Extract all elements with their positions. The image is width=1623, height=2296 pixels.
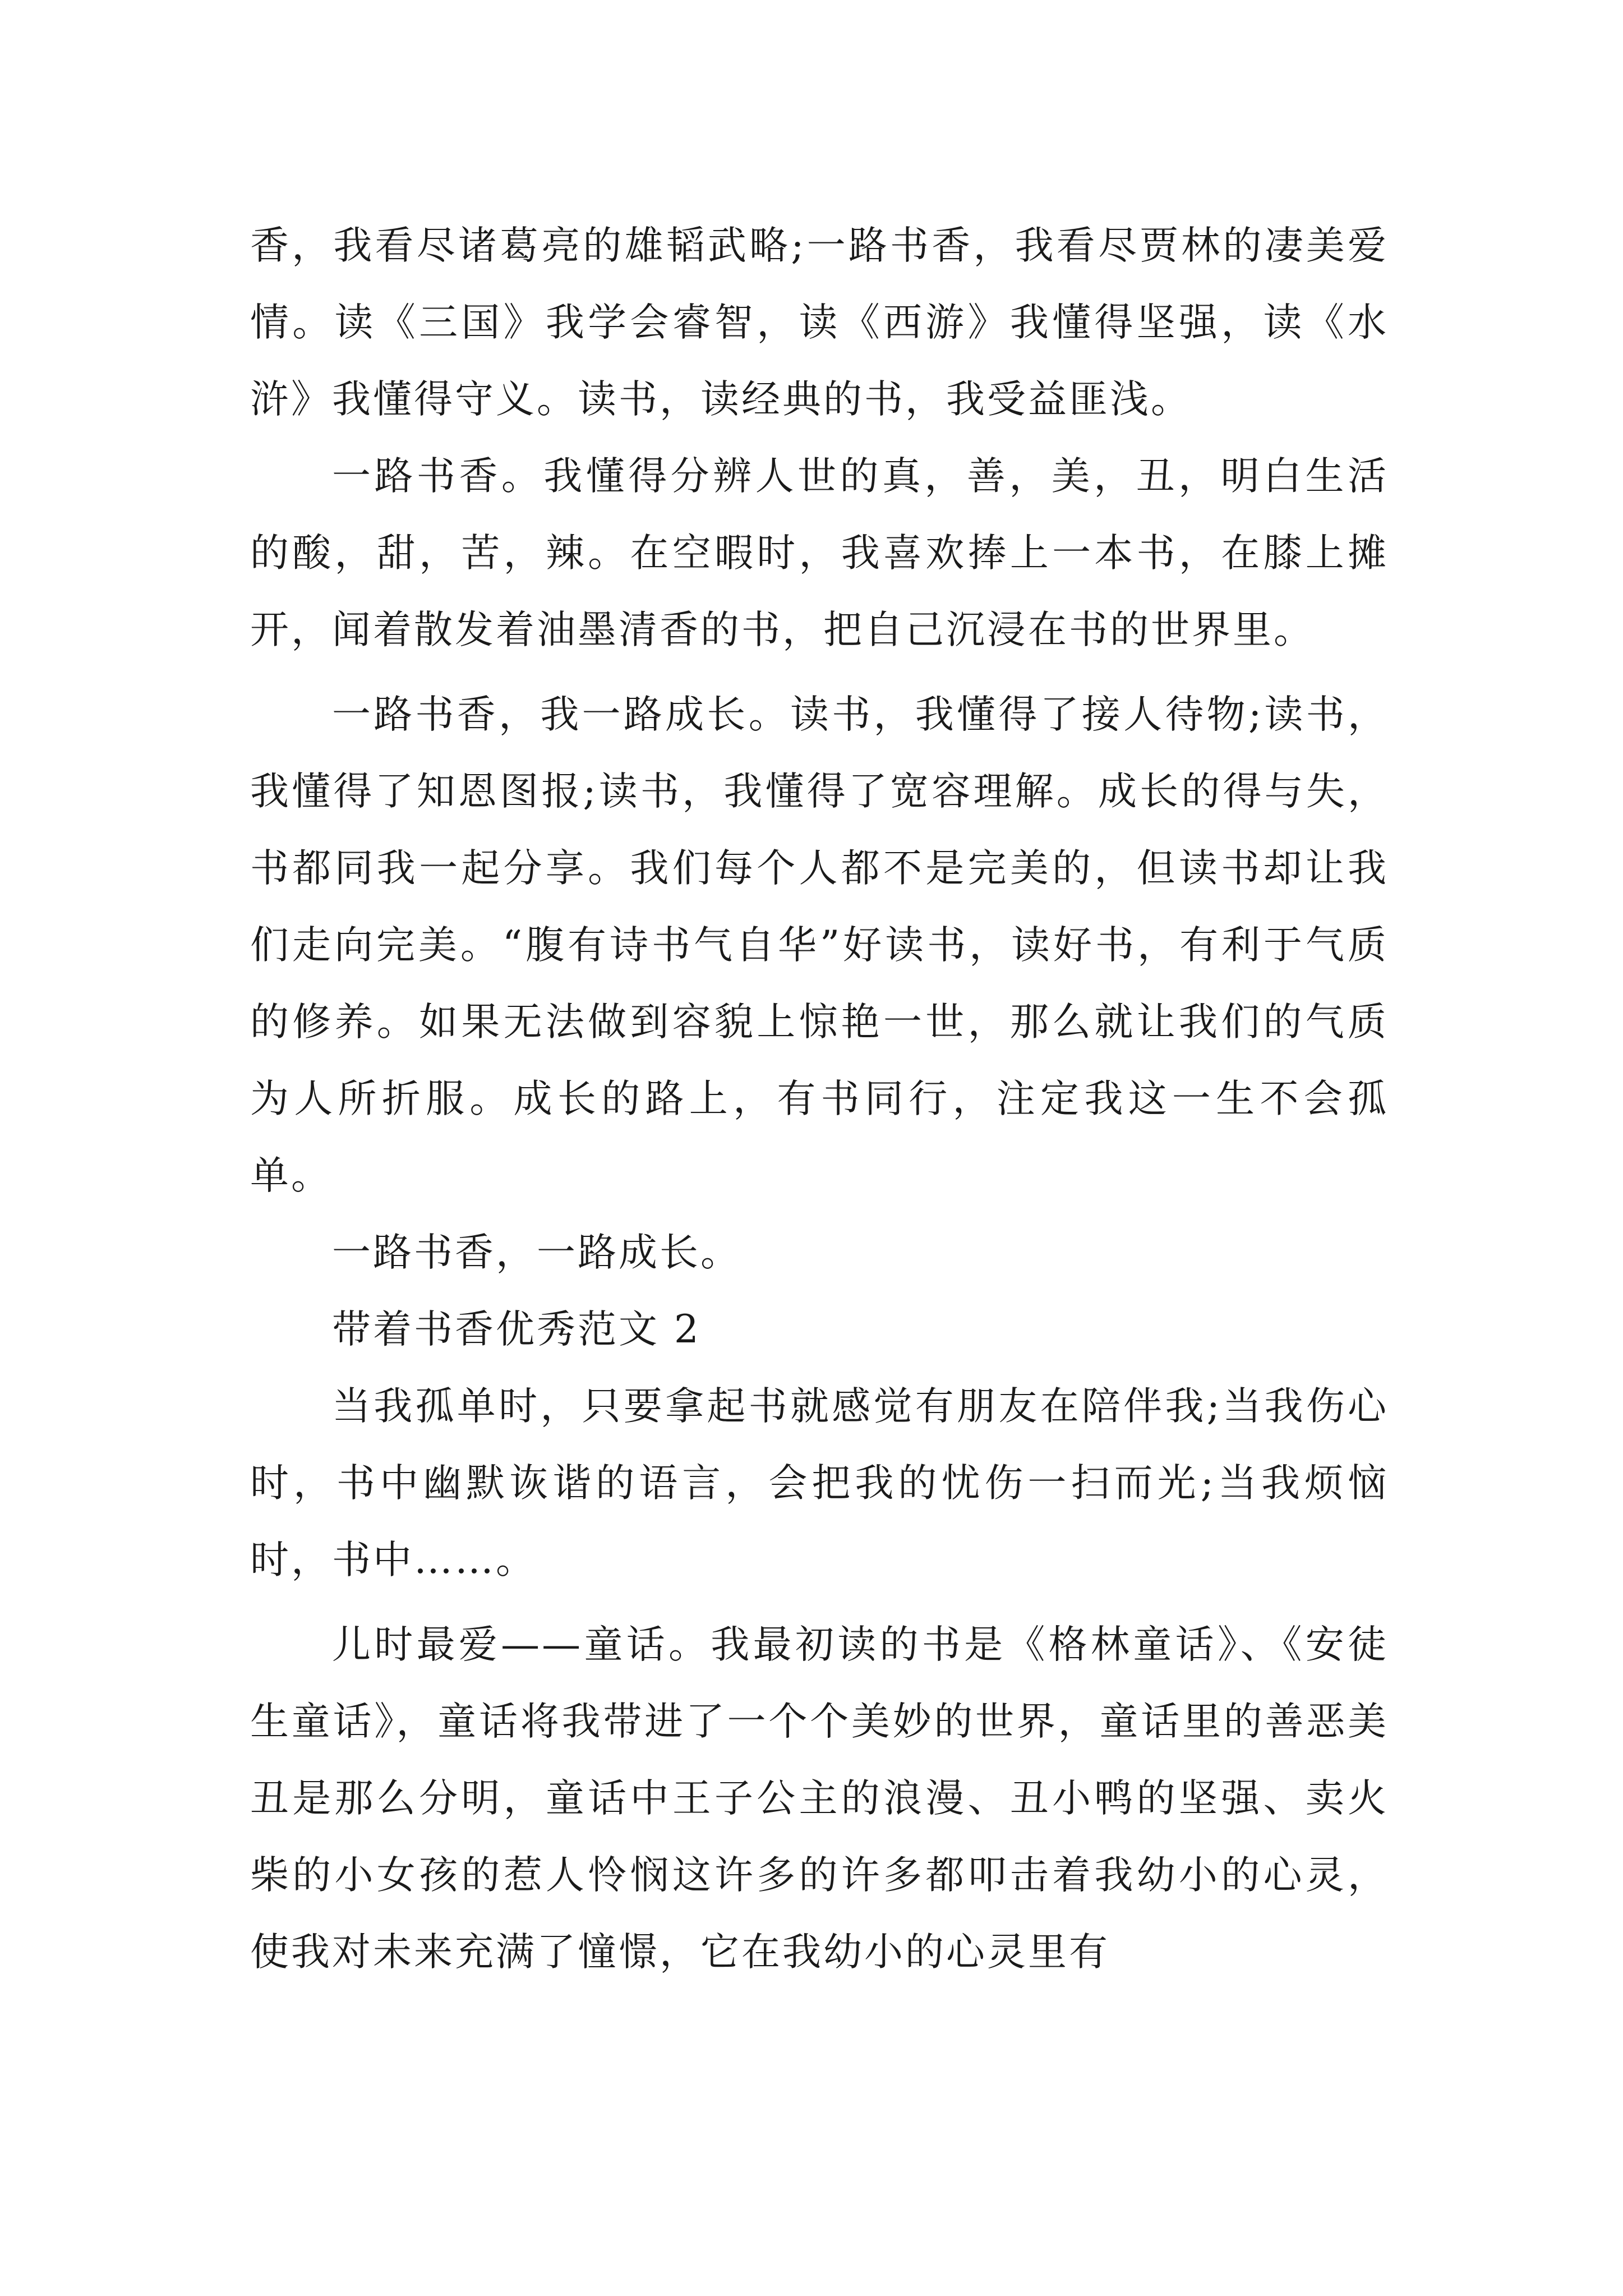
paragraph-book-companion: 当我孤单时，只要拿起书就感觉有朋友在陪伴我;当我伤心时，书中幽默诙谐的语言，会把我的忧伤一扫而光;当我烦恼时，书中……。 (250, 1384, 1389, 1582)
paragraph-continuation: 香，我看尽诸葛亮的雄韬武略;一路书香，我看尽贾林的凄美爱情。读《三国》我学会睿智，读《西游》我懂得坚强，读《水浒》我懂得守义。读书，读经典的书，我受益匪浅。 (250, 223, 1389, 422)
paragraph-closing-line: 一路书香，一路成长。 (332, 1230, 741, 1275)
paragraph-reading-growth: 一路书香，我一路成长。读书，我懂得了接人待物;读书，我懂得了知恩图报;读书，我懂得了宽容理解。成长的得与失，书都同我一起分享。我们每个人都不是完美的，但读书却让我们走向完美。“腹有诗书气自华”好读书，读好书，有利于气质的修养。如果无法做到容貌上惊艳一世，那么就让我们的气质为人所折服。成长的路上，有书同行，注定我这一生不会孤单。 (250, 692, 1389, 1198)
paragraph-fairy-tales: 儿时最爱——童话。我最初读的书是《格林童话》、《安徒生童话》，童话将我带进了一个个美妙的世界，童话里的善恶美丑是那么分明，童话中王子公主的浪漫、丑小鸭的坚强、卖火柴的小女孩的惹人怜悯这许多的许多都叩击着我幼小的心灵，使我对未来充满了憧憬，它在我幼小的心灵里有 (250, 1622, 1389, 1975)
paragraph-reading-discernment: 一路书香。我懂得分辨人世的真，善，美，丑，明白生活的酸，甜，苦，辣。在空暇时，我喜欢捧上一本书，在膝上摊开，闻着散发着油墨清香的书，把自己沉浸在书的世界里。 (250, 454, 1389, 652)
document-body (250, 208, 1389, 1991)
section-heading: 带着书香优秀范文 2 (332, 1307, 701, 1352)
